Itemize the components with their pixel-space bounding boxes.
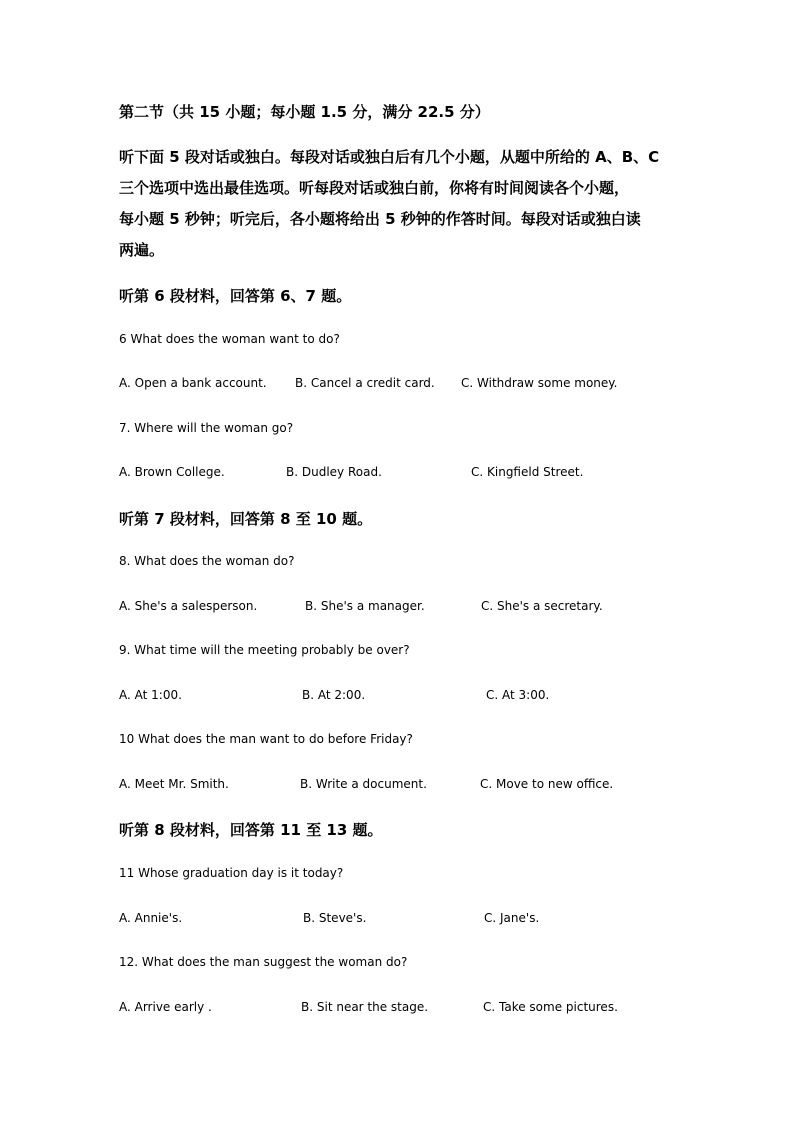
option-a[interactable]: A. Brown College. — [119, 465, 225, 479]
question-text: 11 Whose graduation day is it today? — [119, 866, 344, 880]
option-c[interactable]: C. Move to new office. — [480, 777, 614, 791]
instructions-paragraph — [119, 142, 679, 266]
option-b[interactable]: B. Sit near the stage. — [301, 1000, 429, 1014]
question-text: 9. What time will the meeting probably be over? — [119, 643, 410, 657]
instructions-line: 两遍。 — [119, 241, 165, 259]
section-title: 第二节（共 15 小题；每小题 1.5 分，满分 22.5 分） — [119, 103, 490, 121]
option-a[interactable]: A. Annie's. — [119, 911, 183, 925]
option-b[interactable]: B. Dudley Road. — [286, 465, 382, 479]
question-text: 6 What does the woman want to do? — [119, 332, 340, 346]
option-a[interactable]: A. At 1:00. — [119, 688, 182, 702]
instructions-line: 每小题 5 秒钟；听完后，各小题将给出 5 秒钟的作答时间。每段对话或独白读 — [119, 210, 641, 228]
option-c[interactable]: C. Take some pictures. — [483, 1000, 618, 1014]
option-a[interactable]: A. She's a salesperson. — [119, 599, 258, 613]
option-c[interactable]: C. Jane's. — [484, 911, 540, 925]
instructions-line: 听下面 5 段对话或独白。每段对话或独白后有几个小题，从题中所给的 A、B、C — [119, 148, 660, 166]
material-heading: 听第 6 段材料，回答第 6、7 题。 — [119, 287, 352, 305]
option-a[interactable]: A. Arrive early . — [119, 1000, 212, 1014]
material-heading: 听第 8 段材料，回答第 11 至 13 题。 — [119, 821, 383, 839]
question-text: 10 What does the man want to do before Friday? — [119, 732, 413, 746]
option-b[interactable]: B. She's a manager. — [305, 599, 425, 613]
option-b[interactable]: B. Cancel a credit card. — [295, 376, 435, 390]
option-c[interactable]: C. Withdraw some money. — [461, 376, 618, 390]
question-text: 12. What does the man suggest the woman do? — [119, 955, 408, 969]
option-c[interactable]: C. Kingfield Street. — [471, 465, 584, 479]
option-c[interactable]: C. She's a secretary. — [481, 599, 603, 613]
option-a[interactable]: A. Open a bank account. — [119, 376, 267, 390]
option-b[interactable]: B. At 2:00. — [302, 688, 366, 702]
question-text: 7. Where will the woman go? — [119, 421, 294, 435]
option-b[interactable]: B. Steve's. — [303, 911, 367, 925]
question-text: 8. What does the woman do? — [119, 554, 295, 568]
option-a[interactable]: A. Meet Mr. Smith. — [119, 777, 229, 791]
instructions-line: 三个选项中选出最佳选项。听每段对话或独白前，你将有时间阅读各个小题， — [119, 179, 630, 197]
material-heading: 听第 7 段材料，回答第 8 至 10 题。 — [119, 510, 373, 528]
option-c[interactable]: C. At 3:00. — [486, 688, 550, 702]
option-b[interactable]: B. Write a document. — [300, 777, 427, 791]
